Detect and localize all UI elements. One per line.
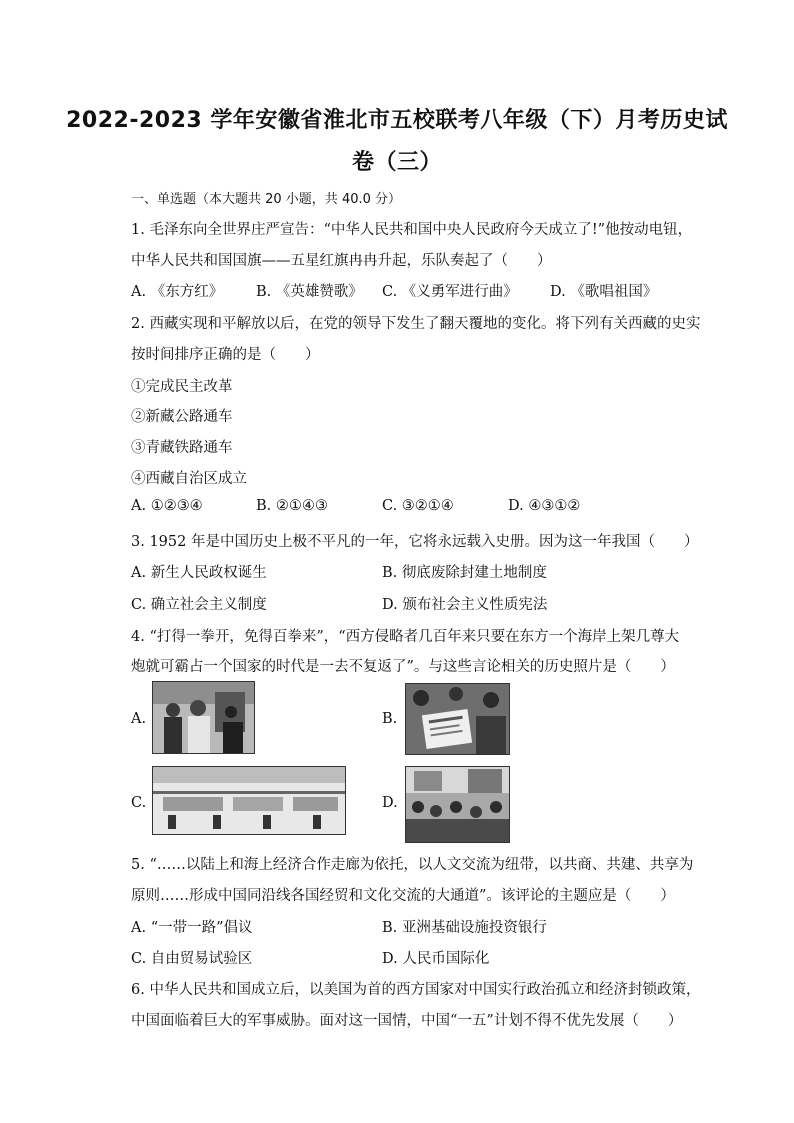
- q2-item-4: ④西藏自治区成立: [131, 471, 247, 487]
- q5-option-a: A. “一带一路”倡议: [131, 920, 253, 936]
- q3-option-c: C. 确立社会主义制度: [131, 597, 267, 613]
- q4-photo-d: [405, 766, 510, 843]
- q2-line-1: 2. 西藏实现和平解放以后，在党的领导下发生了翻天覆地的变化。将下列有关西藏的史实: [131, 316, 701, 332]
- section-heading: 一、单选题（本大题共 20 小题，共 40.0 分）: [131, 192, 402, 207]
- q1-option-a: A. 《东方红》: [131, 284, 224, 300]
- q3-line-1: 3. 1952 年是中国历史上极不平凡的一年，它将永远载入史册。因为这一年我国（ ）: [131, 534, 699, 550]
- q4-photo-b: [405, 683, 510, 755]
- q1-line-2: 中华人民共和国国旗——五星红旗冉冉升起，乐队奏起了（ ）: [131, 253, 552, 269]
- exam-title-line-1: 2022-2023 学年安徽省淮北市五校联考八年级（下）月考历史试: [66, 108, 728, 133]
- q1-line-1: 1. 毛泽东向全世界庄严宣告：“中华人民共和国中央人民政府今天成立了!”他按动电钮，: [131, 222, 693, 238]
- q4-option-a-label: A.: [131, 711, 147, 727]
- q2-option-d: D. ④③①②: [508, 498, 581, 514]
- q1-option-c: C. 《义勇军进行曲》: [382, 284, 518, 300]
- q2-item-1: ①完成民主改革: [131, 379, 233, 395]
- exam-title-line-2: 卷（三）: [351, 150, 442, 175]
- q2-line-2: 按时间排序正确的是（ ）: [131, 347, 320, 363]
- q2-item-3: ③青藏铁路通车: [131, 440, 233, 456]
- q5-line-2: 原则……形成中国同沿线各国经贸和文化交流的大通道”。该评论的主题应是（ ）: [131, 888, 675, 904]
- q2-option-c: C. ③②①④: [382, 498, 454, 514]
- q4-photo-c: [152, 766, 346, 835]
- q4-option-d-label: D.: [382, 795, 398, 811]
- q2-item-2: ②新藏公路通车: [131, 409, 233, 425]
- q4-line-1: 4. “打得一拳开，免得百拳来”，“西方侵略者几百年来只要在东方一个海岸上架几尊大: [131, 629, 680, 645]
- q1-option-b: B. 《英雄赞歌》: [256, 284, 363, 300]
- q5-option-d: D. 人民币国际化: [382, 951, 490, 967]
- q5-option-c: C. 自由贸易试验区: [131, 951, 253, 967]
- q4-photo-a: [152, 681, 255, 754]
- q2-option-b: B. ②①④③: [256, 498, 328, 514]
- q2-option-a: A. ①②③④: [131, 498, 203, 514]
- q4-line-2: 炮就可霸占一个国家的时代是一去不复返了”。与这些言论相关的历史照片是（ ）: [131, 659, 675, 675]
- q6-line-2: 中国面临着巨大的军事威胁。面对这一国情，中国“一五”计划不得不优先发展（ ）: [131, 1013, 683, 1029]
- q3-option-d: D. 颁布社会主义性质宪法: [382, 597, 548, 613]
- q5-option-b: B. 亚洲基础设施投资银行: [382, 920, 547, 936]
- q3-option-b: B. 彻底废除封建土地制度: [382, 565, 547, 581]
- q4-option-c-label: C.: [131, 795, 147, 811]
- q4-option-b-label: B.: [382, 711, 398, 727]
- q3-option-a: A. 新生人民政权诞生: [131, 565, 267, 581]
- q1-option-d: D. 《歌唱祖国》: [550, 284, 658, 300]
- q5-line-1: 5. “……以陆上和海上经济合作走廊为依托，以人文交流为纽带，以共商、共建、共享为: [131, 857, 694, 873]
- q6-line-1: 6. 中华人民共和国成立后，以美国为首的西方国家对中国实行政治孤立和经济封锁政策，: [131, 982, 701, 998]
